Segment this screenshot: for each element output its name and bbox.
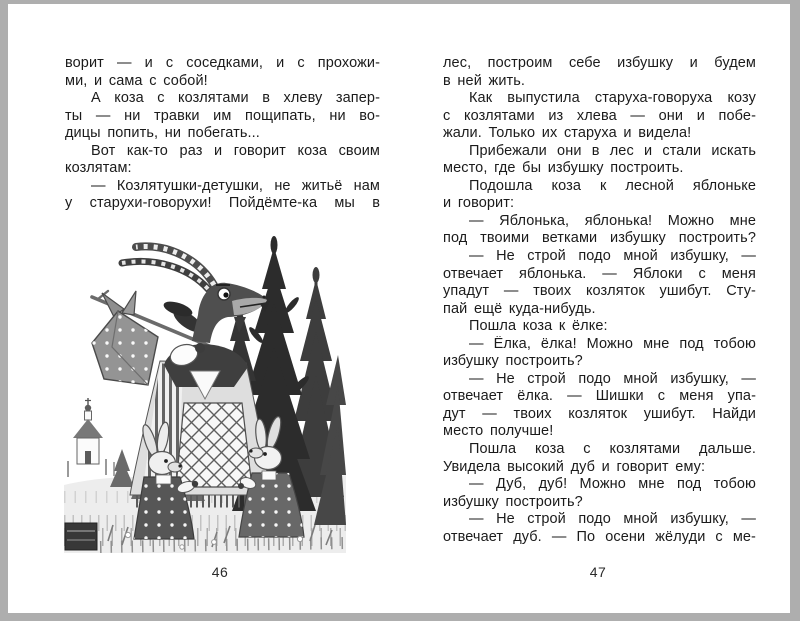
right-page-text: [443, 55, 756, 546]
book-spread: [8, 4, 790, 613]
text-line: — Ёлка, ёлка! Можно мне под тобою: [469, 335, 756, 352]
text-line: Вот как-то раз и говорит коза своим: [91, 142, 380, 159]
text-line: отвечает яблонька. — Яблоки с меня: [443, 265, 756, 282]
text-line: избушку построить?: [443, 353, 583, 370]
page-number-right: 47: [589, 564, 607, 580]
text-line: Пошла коза с козлятами дальше.: [469, 441, 756, 458]
text-line: — Дуб, дуб! Можно мне под тобою: [469, 476, 756, 493]
text-line: у старухи-говорухи! Пойдёмте-ка мы в: [65, 195, 380, 212]
text-line: ми, и сама с собой!: [65, 72, 208, 89]
text-line: избушку построить?: [443, 493, 583, 510]
text-line: отвечает ёлка. — Шишки с меня упа-: [443, 388, 756, 405]
text-line: А коза с козлятами в хлеву запер-: [91, 90, 380, 107]
text-line: Пошла коза к ёлке:: [469, 318, 608, 335]
text-line: место, где бы избушку построить.: [443, 160, 684, 177]
text-line: Как выпустила старуха-говоруха козу: [469, 90, 756, 107]
page-number-left: 46: [211, 564, 229, 580]
text-line: — Не строй подо мной избушку, —: [469, 248, 756, 265]
text-line: пай ещё куда-нибудь.: [443, 300, 596, 317]
text-line: дицы попить, ни побегать...: [65, 125, 260, 142]
text-line: с козлятами из хлева — они и побе-: [443, 107, 756, 124]
text-line: — Не строй подо мной избушку, —: [469, 370, 756, 387]
text-line: место получше!: [443, 423, 554, 440]
text-line: — Не строй подо мной избушку, —: [469, 511, 756, 528]
text-line: Подошла коза к лесной яблоньке: [469, 177, 756, 194]
church-icon: [68, 398, 114, 477]
text-line: под твоими ветками избушку построить?: [443, 230, 756, 247]
text-line: Увидела высокий дуб и говорит ему:: [443, 458, 706, 475]
text-line: — Козлятушки-детушки, не житьё нам: [91, 177, 380, 194]
text-line: отвечает дуб. — По осени жёлуди с ме-: [443, 528, 756, 545]
text-line: ворит — и с соседками, и с прохожи-: [65, 55, 380, 71]
text-line: ты — ни травки им пощипать, ни во-: [65, 107, 380, 124]
left-page-text: [65, 55, 380, 213]
text-line: дут — твоих козляток ушибут. Найди: [443, 405, 756, 422]
text-line: и говорит:: [443, 195, 515, 212]
text-line: упадут — твоих козляток ушибут. Сту-: [443, 283, 756, 300]
wooden-box: [65, 523, 97, 550]
text-line: жали. Только их старуха и видела!: [443, 125, 692, 142]
text-line: лес, построим себе избушку и будем: [443, 55, 756, 71]
text-line: Прибежали они в лес и стали искать: [469, 142, 756, 159]
goat-with-kids-illustration: [64, 235, 346, 553]
text-line: в ней жить.: [443, 72, 526, 89]
text-line: — Яблонька, яблонька! Можно мне: [469, 212, 756, 229]
text-line: козлятам:: [65, 160, 132, 177]
